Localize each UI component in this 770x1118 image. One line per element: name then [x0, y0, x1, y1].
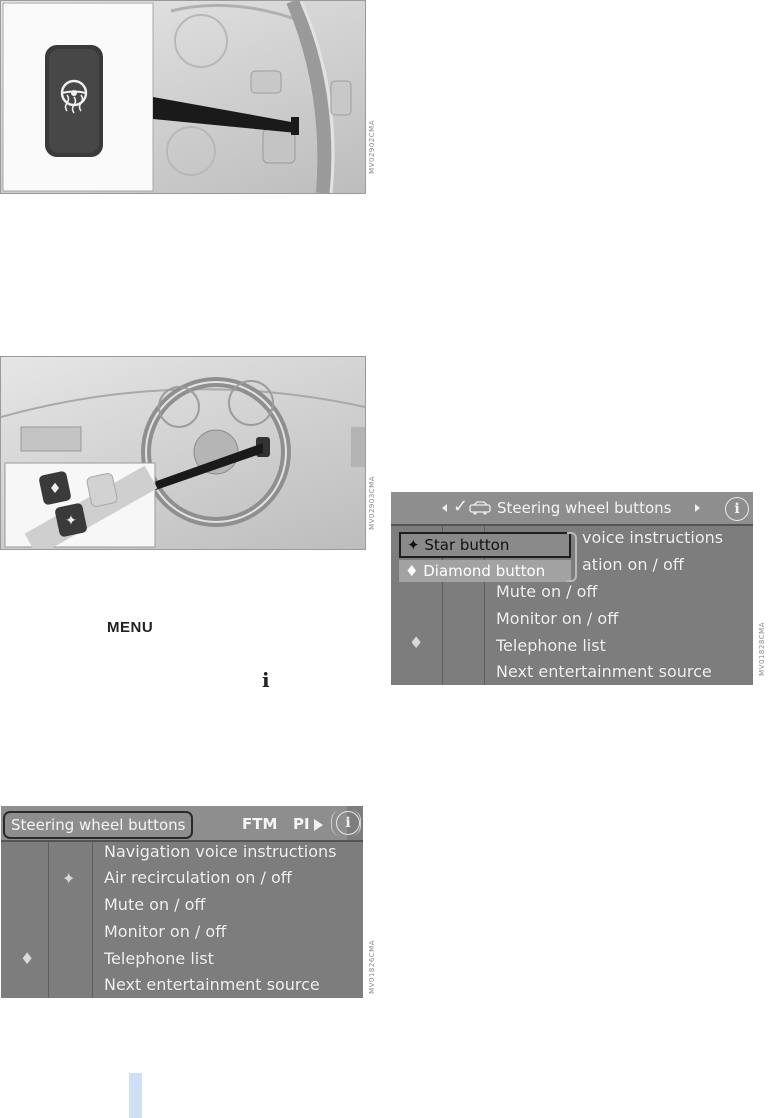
tab-pi[interactable]: PI [293, 815, 310, 833]
popup-star-button[interactable] [399, 532, 571, 558]
menu-label: MENU [107, 619, 154, 636]
star-marker-icon: ✦ [62, 869, 76, 888]
screen1-code-label: MV01826CMA [368, 940, 376, 994]
info-icon[interactable]: i [336, 811, 360, 835]
diamond-marker-icon: ♦ [20, 949, 35, 968]
header-divider [391, 524, 753, 526]
info-symbol: i [262, 668, 270, 692]
list-item-partial: voice instructions [582, 528, 724, 547]
list-item[interactable]: Telephone list [496, 636, 606, 655]
list-item-partial: ation on / off [582, 555, 684, 574]
button-select-popup [399, 532, 571, 584]
tab-ftm[interactable]: FTM [242, 815, 278, 833]
list-item[interactable]: Next entertainment source [496, 662, 712, 681]
screen2-title: Steering wheel buttons [497, 499, 672, 517]
car-icon [469, 501, 491, 515]
figure-heated-steering-button [0, 0, 366, 194]
col-divider-2 [92, 842, 93, 998]
figure1-illustration [1, 1, 365, 193]
list-item[interactable]: Monitor on / off [104, 922, 227, 941]
list-item[interactable]: Navigation voice instructions [104, 842, 337, 861]
diamond-marker-icon: ♦ [409, 633, 424, 652]
tab-steering-wheel-buttons[interactable]: Steering wheel buttons [3, 811, 193, 839]
screen2-code-label: MV01828CMA [758, 622, 766, 676]
popup-diamond-label: Diamond button [423, 562, 546, 580]
arrow-right-icon [314, 819, 323, 831]
arrow-left-icon [442, 504, 447, 512]
popup-bracket-icon [567, 532, 577, 582]
list-item[interactable]: Next entertainment source [104, 975, 320, 994]
figure1-code-label: MV02902CMA [368, 120, 376, 174]
screen2-header [391, 492, 753, 524]
screen-header [1, 806, 347, 840]
checkmark-car-icon: ✓ [453, 496, 469, 517]
star-icon: ✦ [407, 536, 425, 554]
arrow-right-icon [695, 504, 700, 512]
popup-star-label: Star button [424, 536, 510, 554]
idrive-screen-steering-buttons [1, 806, 363, 998]
idrive-screen-button-assignment [391, 492, 753, 685]
popup-diamond-button[interactable] [399, 560, 571, 582]
col-divider-1 [48, 842, 49, 998]
figure2-code-label: MV02903CMA [368, 476, 376, 530]
info-icon[interactable]: i [725, 497, 749, 521]
page-section-marker [129, 1073, 142, 1118]
list-item[interactable]: Monitor on / off [496, 609, 619, 628]
diamond-icon: ♦ [405, 562, 424, 580]
list-item[interactable]: Mute on / off [496, 582, 598, 601]
svg-text:✦: ✦ [65, 513, 77, 529]
info-bracket-icon [331, 810, 361, 836]
figure2-illustration [1, 357, 365, 549]
list-item[interactable]: Mute on / off [104, 895, 206, 914]
list-item[interactable]: Telephone list [104, 949, 214, 968]
list-item[interactable]: Air recirculation on / off [104, 868, 292, 887]
svg-text:♦: ♦ [48, 481, 62, 497]
figure-steering-wheel-buttons [0, 356, 366, 550]
